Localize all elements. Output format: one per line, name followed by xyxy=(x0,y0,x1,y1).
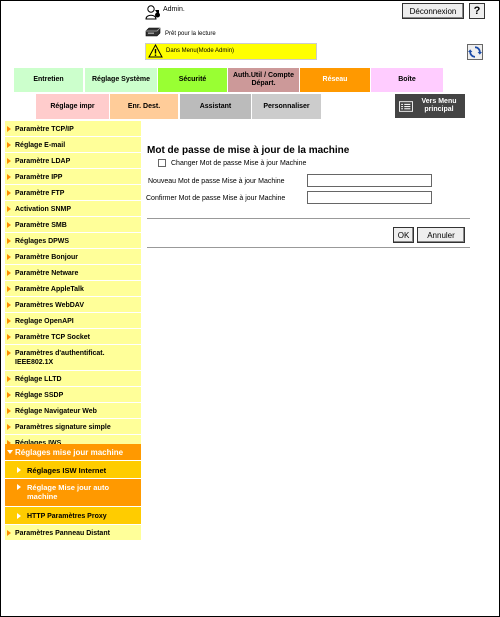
sidebar-item-remote-panel[interactable]: Paramètres Panneau Distant xyxy=(5,525,141,541)
sidebar-item-lltd[interactable]: Réglage LLTD xyxy=(5,371,141,387)
sidebar-item-netware[interactable]: Paramètre Netware xyxy=(5,265,141,281)
arrow-icon xyxy=(7,174,11,180)
printer-status-icon xyxy=(145,26,161,38)
sidebar-item-email[interactable]: Réglage E-mail xyxy=(5,137,141,153)
tab-reglage-impr[interactable]: Réglage impr xyxy=(36,94,109,119)
tab-assistant[interactable]: Assistant xyxy=(180,94,251,119)
tab-securite[interactable]: Sécurité xyxy=(158,68,227,92)
tab-boite[interactable]: Boîte xyxy=(371,68,443,92)
sidebar-item-ieee8021x[interactable]: Paramètres d'authentificat. IEEE802.1X xyxy=(5,345,141,371)
sidebar-item-webdav[interactable]: Paramètres WebDAV xyxy=(5,297,141,313)
arrow-icon xyxy=(7,334,11,340)
arrow-icon xyxy=(7,286,11,292)
confirm-password-input[interactable] xyxy=(307,191,432,204)
sidebar-item-simple-signature[interactable]: Paramètres signature simple xyxy=(5,419,141,435)
sidebar-item-tcp-ip[interactable]: Paramètre TCP/IP xyxy=(5,121,141,137)
arrow-icon xyxy=(7,238,11,244)
sidebar-item-tcp-socket[interactable]: Paramètre TCP Socket xyxy=(5,329,141,345)
page-title: Mot de passe de mise à jour de la machine xyxy=(147,145,350,156)
arrow-icon xyxy=(7,424,11,430)
arrow-icon xyxy=(7,206,11,212)
arrow-icon xyxy=(7,142,11,148)
help-button[interactable]: ? xyxy=(469,3,485,19)
sidebar-item-machine-update[interactable]: Réglages mise jour machine xyxy=(5,444,141,461)
main-menu-label: Vers Menu principal xyxy=(421,98,457,113)
arrow-icon xyxy=(7,126,11,132)
sidebar-item-dpws[interactable]: Réglages DPWS xyxy=(5,233,141,249)
arrow-icon xyxy=(7,350,11,356)
change-password-label: Changer Mot de passe Mise à jour Machine xyxy=(171,160,307,167)
sidebar-item-ldap[interactable]: Paramètre LDAP xyxy=(5,153,141,169)
sidebar-item-isw-internet[interactable]: Réglages ISW Internet xyxy=(5,461,141,479)
cancel-button[interactable]: Annuler xyxy=(417,227,465,243)
change-password-checkbox[interactable] xyxy=(158,159,166,167)
tab-reglage-systeme[interactable]: Réglage Système xyxy=(85,68,157,92)
arrow-icon xyxy=(17,484,21,490)
new-password-label: Nouveau Mot de passe Mise à jour Machine xyxy=(148,178,285,185)
arrow-icon xyxy=(7,270,11,276)
logout-button[interactable]: Déconnexion xyxy=(402,3,464,19)
tab-enr-dest[interactable]: Enr. Dest. xyxy=(110,94,178,119)
divider xyxy=(147,247,470,248)
arrow-icon xyxy=(7,408,11,414)
sidebar-item-smb[interactable]: Paramètre SMB xyxy=(5,217,141,233)
arrow-icon xyxy=(7,190,11,196)
arrow-icon xyxy=(7,392,11,398)
refresh-button[interactable] xyxy=(467,44,483,60)
sidebar-item-ipp[interactable]: Paramètre IPP xyxy=(5,169,141,185)
arrow-icon xyxy=(7,376,11,382)
sidebar-item-bonjour[interactable]: Paramètre Bonjour xyxy=(5,249,141,265)
tab-auth-util[interactable]: Auth.Util / Compte Départ. xyxy=(228,68,299,92)
arrow-icon xyxy=(7,254,11,260)
device-status-text: Prêt pour la lecture xyxy=(165,31,216,37)
sidebar-item-auto-update[interactable]: Réglage Mise jour auto machine xyxy=(5,479,141,507)
ok-button[interactable]: OK xyxy=(393,227,414,243)
admin-user-icon xyxy=(145,4,161,20)
sidebar-item-ssdp[interactable]: Réglage SSDP xyxy=(5,387,141,403)
arrow-icon xyxy=(7,530,11,536)
arrow-icon xyxy=(17,467,21,473)
admin-mode-bar xyxy=(145,43,317,60)
arrow-icon xyxy=(17,513,21,519)
tab-personnaliser[interactable]: Personnaliser xyxy=(252,94,321,119)
user-name: Admin. xyxy=(163,6,185,13)
arrow-icon xyxy=(7,222,11,228)
new-password-input[interactable] xyxy=(307,174,432,187)
mode-text: Dans Menu(Mode Admin) xyxy=(166,48,235,54)
sidebar-item-openapi[interactable]: Reglage OpenAPI xyxy=(5,313,141,329)
arrow-icon xyxy=(7,158,11,164)
chevron-down-icon xyxy=(7,450,13,454)
sidebar-item-appletalk[interactable]: Paramètre AppleTalk xyxy=(5,281,141,297)
divider xyxy=(147,218,470,219)
tab-entretien[interactable]: Entretien xyxy=(14,68,83,92)
arrow-icon xyxy=(7,318,11,324)
main-menu-icon xyxy=(399,101,413,112)
confirm-password-label: Confirmer Mot de passe Mise à jour Machine xyxy=(146,195,286,202)
refresh-icon xyxy=(468,45,482,59)
sidebar-item-snmp[interactable]: Activation SNMP xyxy=(5,201,141,217)
warning-icon xyxy=(148,44,163,58)
sidebar-item-ftp[interactable]: Paramètre FTP xyxy=(5,185,141,201)
tab-reseau[interactable]: Réseau xyxy=(300,68,370,92)
main-menu-button[interactable] xyxy=(395,94,465,118)
arrow-icon xyxy=(7,302,11,308)
sidebar-item-http-proxy[interactable]: HTTP Paramètres Proxy xyxy=(5,507,141,525)
sidebar-item-web-browser[interactable]: Réglage Navigateur Web xyxy=(5,403,141,419)
